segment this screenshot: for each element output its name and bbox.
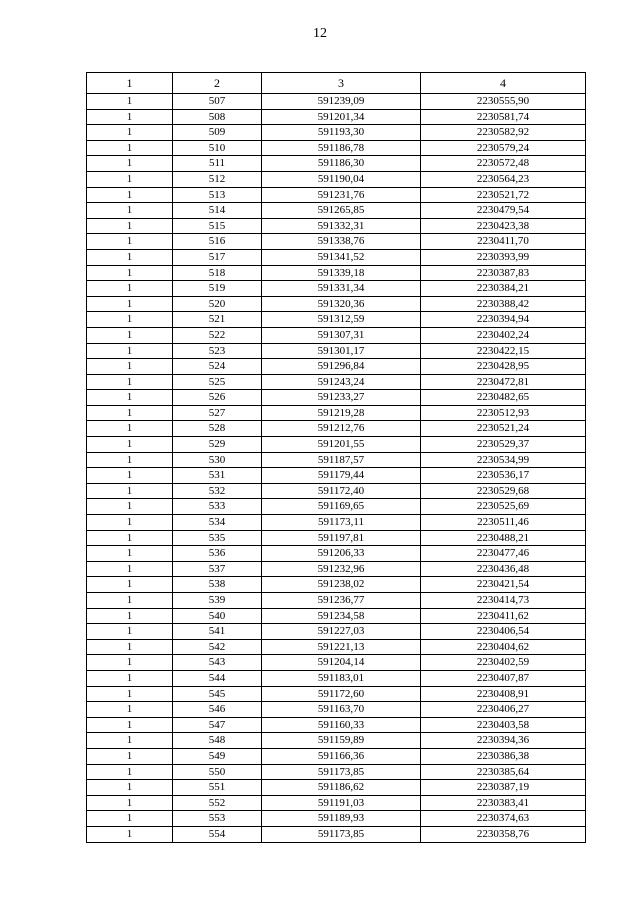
cell-coordinate-x: 591179,44 (262, 468, 421, 484)
cell-coordinate-x: 591239,09 (262, 94, 421, 110)
cell-col-1: 1 (87, 187, 173, 203)
cell-coordinate-y: 2230384,21 (421, 281, 586, 297)
table-row (87, 530, 586, 546)
cell-point-number: 549 (173, 748, 262, 764)
cell-col-1: 1 (87, 359, 173, 375)
cell-coordinate-x: 591341,52 (262, 249, 421, 265)
table-row (87, 94, 586, 110)
cell-coordinate-y: 2230572,48 (421, 156, 586, 172)
cell-col-1: 1 (87, 343, 173, 359)
cell-point-number: 530 (173, 452, 262, 468)
cell-point-number: 535 (173, 530, 262, 546)
cell-col-1: 1 (87, 140, 173, 156)
column-header-3: 3 (262, 73, 421, 94)
table-row (87, 140, 586, 156)
cell-coordinate-x: 591193,30 (262, 125, 421, 141)
table-row (87, 265, 586, 281)
cell-coordinate-y: 2230582,92 (421, 125, 586, 141)
cell-col-1: 1 (87, 218, 173, 234)
cell-point-number: 532 (173, 483, 262, 499)
cell-point-number: 543 (173, 655, 262, 671)
cell-point-number: 513 (173, 187, 262, 203)
table-row (87, 343, 586, 359)
cell-col-1: 1 (87, 249, 173, 265)
cell-col-1: 1 (87, 265, 173, 281)
cell-coordinate-x: 591187,57 (262, 452, 421, 468)
table-header-row (87, 73, 586, 94)
cell-coordinate-x: 591173,85 (262, 764, 421, 780)
cell-point-number: 523 (173, 343, 262, 359)
cell-col-1: 1 (87, 296, 173, 312)
table-row (87, 125, 586, 141)
cell-col-1: 1 (87, 826, 173, 842)
table-row (87, 593, 586, 609)
cell-coordinate-y: 2230423,38 (421, 218, 586, 234)
cell-point-number: 512 (173, 171, 262, 187)
table-row (87, 468, 586, 484)
cell-coordinate-y: 2230411,70 (421, 234, 586, 250)
cell-coordinate-x: 591159,89 (262, 733, 421, 749)
cell-coordinate-y: 2230521,72 (421, 187, 586, 203)
cell-col-1: 1 (87, 670, 173, 686)
cell-col-1: 1 (87, 577, 173, 593)
cell-coordinate-y: 2230581,74 (421, 109, 586, 125)
cell-coordinate-x: 591183,01 (262, 670, 421, 686)
cell-point-number: 537 (173, 561, 262, 577)
table-row (87, 203, 586, 219)
cell-point-number: 554 (173, 826, 262, 842)
cell-coordinate-x: 591338,76 (262, 234, 421, 250)
cell-coordinate-y: 2230406,27 (421, 702, 586, 718)
cell-coordinate-y: 2230534,99 (421, 452, 586, 468)
cell-coordinate-x: 591232,96 (262, 561, 421, 577)
cell-col-1: 1 (87, 686, 173, 702)
cell-coordinate-y: 2230387,19 (421, 780, 586, 796)
cell-coordinate-x: 591206,33 (262, 546, 421, 562)
table-row (87, 624, 586, 640)
cell-coordinate-y: 2230358,76 (421, 826, 586, 842)
cell-col-1: 1 (87, 390, 173, 406)
cell-coordinate-y: 2230579,24 (421, 140, 586, 156)
cell-col-1: 1 (87, 421, 173, 437)
table-row (87, 374, 586, 390)
cell-col-1: 1 (87, 499, 173, 515)
cell-col-1: 1 (87, 702, 173, 718)
table-row (87, 437, 586, 453)
cell-coordinate-x: 591339,18 (262, 265, 421, 281)
cell-col-1: 1 (87, 561, 173, 577)
cell-point-number: 541 (173, 624, 262, 640)
cell-coordinate-y: 2230386,38 (421, 748, 586, 764)
cell-point-number: 531 (173, 468, 262, 484)
cell-col-1: 1 (87, 312, 173, 328)
cell-point-number: 526 (173, 390, 262, 406)
cell-coordinate-x: 591163,70 (262, 702, 421, 718)
cell-coordinate-x: 591186,30 (262, 156, 421, 172)
cell-coordinate-y: 2230422,15 (421, 343, 586, 359)
table-row (87, 515, 586, 531)
cell-coordinate-y: 2230479,54 (421, 203, 586, 219)
cell-coordinate-x: 591265,85 (262, 203, 421, 219)
cell-point-number: 540 (173, 608, 262, 624)
cell-col-1: 1 (87, 94, 173, 110)
cell-point-number: 514 (173, 203, 262, 219)
cell-coordinate-x: 591331,34 (262, 281, 421, 297)
cell-col-1: 1 (87, 483, 173, 499)
cell-col-1: 1 (87, 748, 173, 764)
cell-coordinate-x: 591212,76 (262, 421, 421, 437)
cell-coordinate-y: 2230511,46 (421, 515, 586, 531)
table-row (87, 546, 586, 562)
table-row (87, 249, 586, 265)
table-row (87, 281, 586, 297)
cell-coordinate-x: 591238,02 (262, 577, 421, 593)
cell-col-1: 1 (87, 608, 173, 624)
table-row (87, 421, 586, 437)
cell-col-1: 1 (87, 374, 173, 390)
cell-coordinate-y: 2230521,24 (421, 421, 586, 437)
cell-coordinate-x: 591173,85 (262, 826, 421, 842)
cell-coordinate-x: 591231,76 (262, 187, 421, 203)
table-row (87, 670, 586, 686)
cell-coordinate-x: 591221,13 (262, 639, 421, 655)
cell-coordinate-x: 591296,84 (262, 359, 421, 375)
cell-point-number: 511 (173, 156, 262, 172)
cell-coordinate-y: 2230385,64 (421, 764, 586, 780)
cell-coordinate-x: 591227,03 (262, 624, 421, 640)
cell-coordinate-x: 591236,77 (262, 593, 421, 609)
cell-col-1: 1 (87, 234, 173, 250)
cell-coordinate-x: 591166,36 (262, 748, 421, 764)
cell-coordinate-x: 591201,55 (262, 437, 421, 453)
cell-coordinate-x: 591312,59 (262, 312, 421, 328)
cell-col-1: 1 (87, 437, 173, 453)
table-row (87, 780, 586, 796)
cell-col-1: 1 (87, 655, 173, 671)
cell-coordinate-y: 2230477,46 (421, 546, 586, 562)
table-row (87, 452, 586, 468)
cell-coordinate-x: 591243,24 (262, 374, 421, 390)
cell-col-1: 1 (87, 515, 173, 531)
cell-point-number: 518 (173, 265, 262, 281)
table-row (87, 826, 586, 842)
cell-coordinate-y: 2230393,99 (421, 249, 586, 265)
cell-coordinate-y: 2230536,17 (421, 468, 586, 484)
table-row (87, 218, 586, 234)
cell-coordinate-x: 591190,04 (262, 171, 421, 187)
cell-coordinate-y: 2230411,62 (421, 608, 586, 624)
cell-point-number: 539 (173, 593, 262, 609)
cell-coordinate-y: 2230512,93 (421, 405, 586, 421)
table-row (87, 686, 586, 702)
cell-coordinate-x: 591186,78 (262, 140, 421, 156)
cell-point-number: 510 (173, 140, 262, 156)
cell-col-1: 1 (87, 593, 173, 609)
cell-point-number: 508 (173, 109, 262, 125)
cell-point-number: 521 (173, 312, 262, 328)
cell-point-number: 553 (173, 811, 262, 827)
cell-point-number: 536 (173, 546, 262, 562)
cell-col-1: 1 (87, 281, 173, 297)
cell-coordinate-x: 591160,33 (262, 717, 421, 733)
table-row (87, 639, 586, 655)
cell-coordinate-y: 2230472,81 (421, 374, 586, 390)
coordinates-table (86, 72, 586, 843)
cell-point-number: 550 (173, 764, 262, 780)
cell-col-1: 1 (87, 156, 173, 172)
cell-coordinate-x: 591172,60 (262, 686, 421, 702)
table-row (87, 187, 586, 203)
table-row (87, 702, 586, 718)
cell-point-number: 525 (173, 374, 262, 390)
cell-coordinate-y: 2230402,59 (421, 655, 586, 671)
cell-coordinate-x: 591233,27 (262, 390, 421, 406)
cell-coordinate-y: 2230525,69 (421, 499, 586, 515)
column-header-2: 2 (173, 73, 262, 94)
table-row (87, 717, 586, 733)
cell-point-number: 515 (173, 218, 262, 234)
cell-col-1: 1 (87, 109, 173, 125)
table-row (87, 405, 586, 421)
cell-col-1: 1 (87, 171, 173, 187)
cell-point-number: 542 (173, 639, 262, 655)
table-row (87, 733, 586, 749)
cell-col-1: 1 (87, 530, 173, 546)
cell-coordinate-x: 591307,31 (262, 327, 421, 343)
table-row (87, 655, 586, 671)
column-header-1: 1 (87, 73, 173, 94)
cell-coordinate-y: 2230529,37 (421, 437, 586, 453)
cell-coordinate-y: 2230564,23 (421, 171, 586, 187)
cell-coordinate-x: 591219,28 (262, 405, 421, 421)
cell-point-number: 548 (173, 733, 262, 749)
cell-col-1: 1 (87, 624, 173, 640)
table-row (87, 156, 586, 172)
cell-col-1: 1 (87, 717, 173, 733)
cell-point-number: 551 (173, 780, 262, 796)
column-header-4: 4 (421, 73, 586, 94)
cell-point-number: 524 (173, 359, 262, 375)
cell-coordinate-x: 591173,11 (262, 515, 421, 531)
cell-coordinate-y: 2230404,62 (421, 639, 586, 655)
table-row (87, 312, 586, 328)
table-row (87, 811, 586, 827)
table-row (87, 561, 586, 577)
cell-point-number: 527 (173, 405, 262, 421)
cell-col-1: 1 (87, 780, 173, 796)
table-row (87, 109, 586, 125)
cell-col-1: 1 (87, 639, 173, 655)
cell-coordinate-y: 2230406,54 (421, 624, 586, 640)
cell-coordinate-y: 2230555,90 (421, 94, 586, 110)
cell-col-1: 1 (87, 405, 173, 421)
cell-coordinate-x: 591301,17 (262, 343, 421, 359)
cell-point-number: 544 (173, 670, 262, 686)
table-row (87, 171, 586, 187)
table-row (87, 296, 586, 312)
cell-coordinate-y: 2230414,73 (421, 593, 586, 609)
cell-coordinate-y: 2230529,68 (421, 483, 586, 499)
cell-coordinate-x: 591320,36 (262, 296, 421, 312)
cell-coordinate-y: 2230374,63 (421, 811, 586, 827)
cell-point-number: 520 (173, 296, 262, 312)
table-row (87, 234, 586, 250)
cell-coordinate-y: 2230388,42 (421, 296, 586, 312)
cell-coordinate-x: 591172,40 (262, 483, 421, 499)
cell-col-1: 1 (87, 327, 173, 343)
cell-point-number: 534 (173, 515, 262, 531)
cell-point-number: 547 (173, 717, 262, 733)
cell-coordinate-x: 591332,31 (262, 218, 421, 234)
cell-col-1: 1 (87, 468, 173, 484)
cell-point-number: 519 (173, 281, 262, 297)
cell-coordinate-x: 591234,58 (262, 608, 421, 624)
cell-coordinate-y: 2230403,58 (421, 717, 586, 733)
cell-col-1: 1 (87, 125, 173, 141)
cell-point-number: 507 (173, 94, 262, 110)
cell-coordinate-y: 2230482,65 (421, 390, 586, 406)
cell-coordinate-y: 2230428,95 (421, 359, 586, 375)
cell-point-number: 533 (173, 499, 262, 515)
cell-coordinate-y: 2230488,21 (421, 530, 586, 546)
table-row (87, 764, 586, 780)
table-row (87, 390, 586, 406)
cell-coordinate-x: 591191,03 (262, 795, 421, 811)
cell-col-1: 1 (87, 764, 173, 780)
table-row (87, 608, 586, 624)
cell-point-number: 529 (173, 437, 262, 453)
table-row (87, 359, 586, 375)
cell-coordinate-y: 2230394,36 (421, 733, 586, 749)
cell-coordinate-y: 2230436,48 (421, 561, 586, 577)
cell-coordinate-x: 591189,93 (262, 811, 421, 827)
page-number: 12 (313, 26, 327, 41)
cell-coordinate-x: 591204,14 (262, 655, 421, 671)
table-row (87, 499, 586, 515)
cell-coordinate-x: 591169,65 (262, 499, 421, 515)
table-row (87, 577, 586, 593)
cell-col-1: 1 (87, 546, 173, 562)
cell-coordinate-x: 591197,81 (262, 530, 421, 546)
cell-point-number: 516 (173, 234, 262, 250)
cell-coordinate-y: 2230394,94 (421, 312, 586, 328)
cell-col-1: 1 (87, 452, 173, 468)
cell-point-number: 528 (173, 421, 262, 437)
table-row (87, 483, 586, 499)
cell-point-number: 517 (173, 249, 262, 265)
table-row (87, 748, 586, 764)
cell-point-number: 552 (173, 795, 262, 811)
cell-point-number: 546 (173, 702, 262, 718)
cell-point-number: 545 (173, 686, 262, 702)
cell-coordinate-y: 2230407,87 (421, 670, 586, 686)
cell-coordinate-y: 2230383,41 (421, 795, 586, 811)
cell-col-1: 1 (87, 811, 173, 827)
cell-coordinate-y: 2230387,83 (421, 265, 586, 281)
table-body (87, 94, 586, 843)
cell-col-1: 1 (87, 203, 173, 219)
table-row (87, 327, 586, 343)
cell-coordinate-x: 591201,34 (262, 109, 421, 125)
cell-coordinate-y: 2230408,91 (421, 686, 586, 702)
cell-coordinate-y: 2230421,54 (421, 577, 586, 593)
cell-coordinate-x: 591186,62 (262, 780, 421, 796)
cell-point-number: 509 (173, 125, 262, 141)
cell-col-1: 1 (87, 733, 173, 749)
cell-coordinate-y: 2230402,24 (421, 327, 586, 343)
cell-col-1: 1 (87, 795, 173, 811)
cell-point-number: 538 (173, 577, 262, 593)
cell-point-number: 522 (173, 327, 262, 343)
table-row (87, 795, 586, 811)
